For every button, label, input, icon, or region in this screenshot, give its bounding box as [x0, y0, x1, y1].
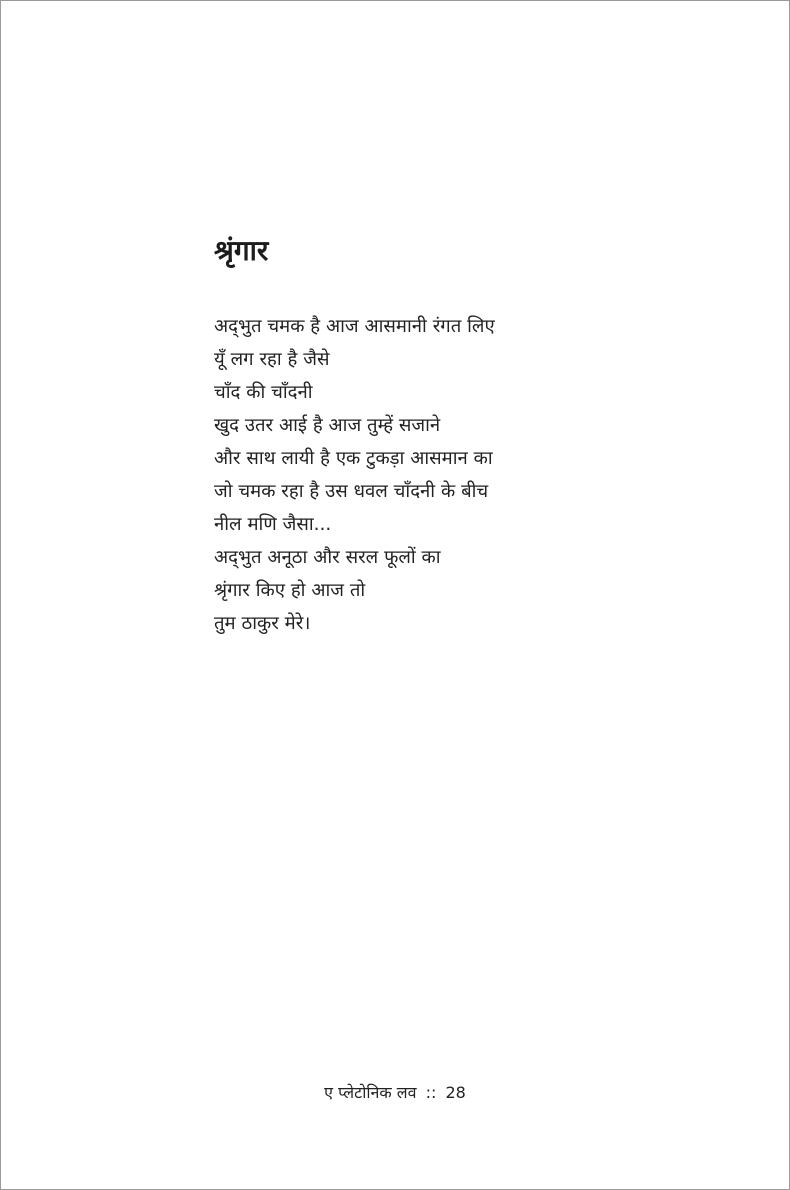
- poem-line: यूँ लग रहा है जैसे: [214, 349, 330, 370]
- poem-line: और साथ लायी है एक टुकड़ा आसमान का: [214, 448, 493, 469]
- poem-line: अद्‌भुत चमक है आज आसमानी रंगत लिए: [214, 316, 495, 337]
- poem-line: श्रृंगार किए हो आज तो: [214, 580, 366, 601]
- footer-separator: ::: [425, 1083, 437, 1102]
- poem: [214, 231, 634, 640]
- page-number: 28: [445, 1083, 466, 1102]
- page-footer: [0, 1080, 790, 1106]
- poem-line: नील मणि जैसा...: [214, 514, 332, 535]
- poem-title: श्रृंगार: [214, 234, 269, 267]
- poem-lines: [214, 310, 634, 640]
- footer-book-title: ए प्लेटोनिक लव: [324, 1083, 417, 1102]
- poem-line: खुद उतर आई है आज तुम्हें सजाने: [214, 415, 441, 436]
- poem-line: अद्‌भुत अनूठा और सरल फूलों का: [214, 547, 441, 568]
- poem-line: जो चमक रहा है उस धवल चाँदनी के बीच: [214, 481, 489, 502]
- poem-line: चाँद की चाँदनी: [214, 382, 313, 403]
- poem-line: तुम ठाकुर मेरे।: [214, 613, 311, 634]
